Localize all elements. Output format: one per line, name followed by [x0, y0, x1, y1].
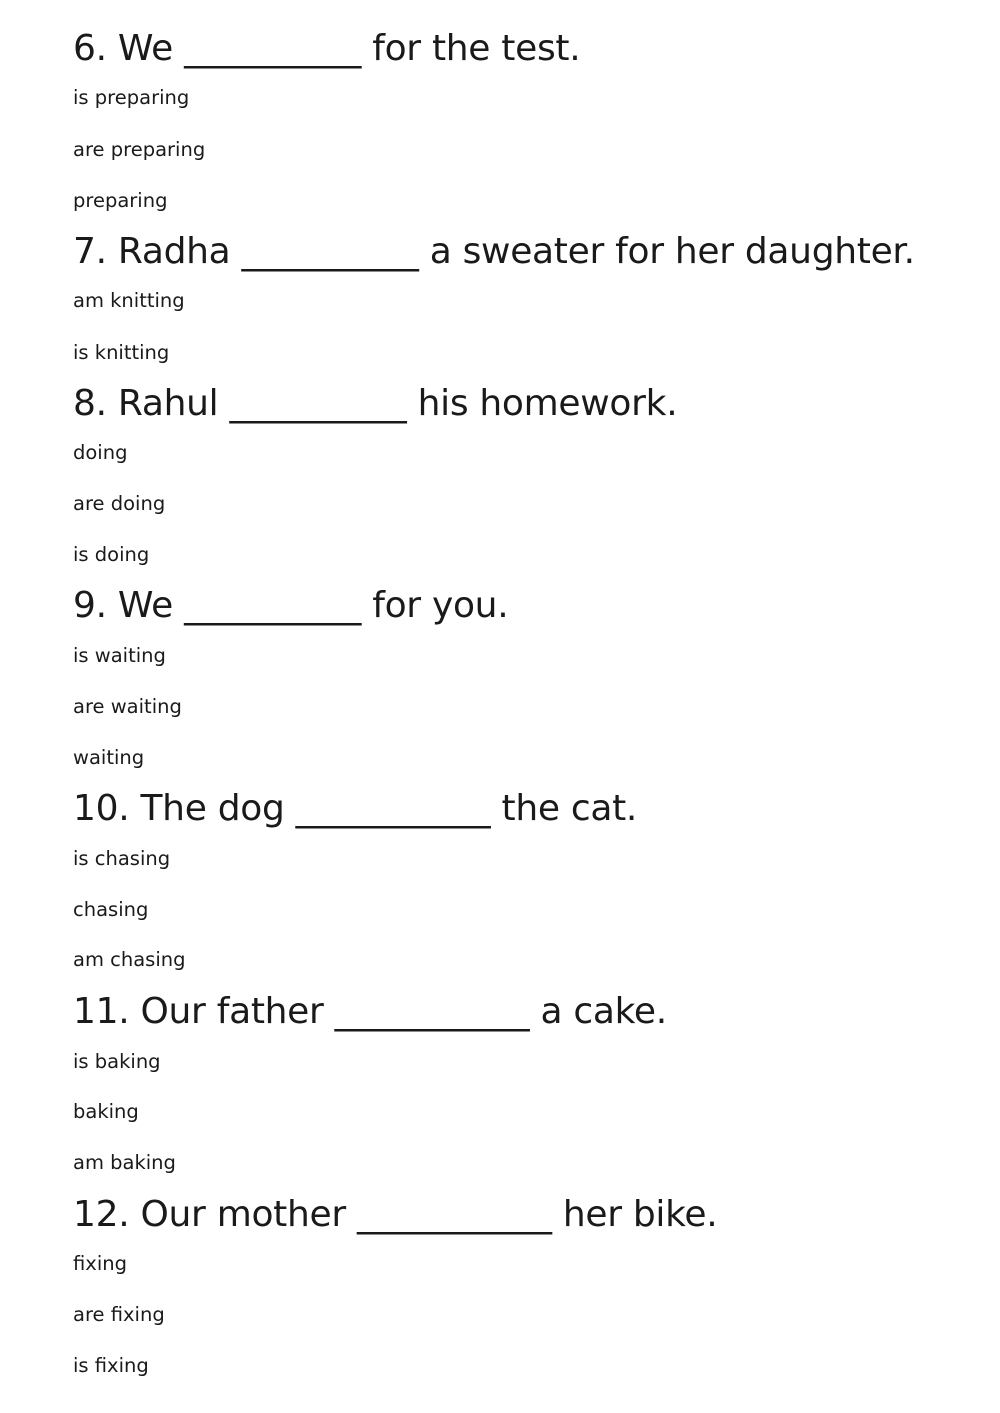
question-11-option-3[interactable]: am baking [73, 1151, 176, 1174]
question-11-option-2[interactable]: baking [73, 1100, 139, 1123]
question-11-text: 11. Our father ___________ a cake. [73, 991, 667, 1032]
question-12-option-3[interactable]: is fixing [73, 1354, 149, 1377]
question-10-option-2[interactable]: chasing [73, 898, 149, 921]
question-6-option-2[interactable]: are preparing [73, 138, 206, 161]
question-9-option-2[interactable]: are waiting [73, 695, 182, 718]
question-8-option-1[interactable]: doing [73, 441, 128, 464]
question-8-option-3[interactable]: is doing [73, 543, 150, 566]
question-12-option-1[interactable]: fixing [73, 1252, 127, 1275]
question-12-text: 12. Our mother ___________ her bike. [73, 1194, 718, 1235]
question-7-text: 7. Radha __________ a sweater for her daughter. [73, 231, 915, 272]
question-10-option-3[interactable]: am chasing [73, 948, 186, 971]
question-7-option-1[interactable]: am knitting [73, 289, 185, 312]
question-9-option-3[interactable]: waiting [73, 746, 145, 769]
question-10-option-1[interactable]: is chasing [73, 847, 171, 870]
question-10-text: 10. The dog ___________ the cat. [73, 788, 638, 829]
question-9-text: 9. We __________ for you. [73, 585, 509, 626]
question-8-text: 8. Rahul __________ his homework. [73, 383, 678, 424]
question-7-option-2[interactable]: is knitting [73, 341, 170, 364]
question-12-option-2[interactable]: are fixing [73, 1303, 165, 1326]
question-11-option-1[interactable]: is baking [73, 1050, 161, 1073]
question-6-option-1[interactable]: is preparing [73, 86, 190, 109]
question-6-text: 6. We __________ for the test. [73, 28, 581, 69]
question-6-option-3[interactable]: preparing [73, 189, 168, 212]
question-9-option-1[interactable]: is waiting [73, 644, 166, 667]
question-8-option-2[interactable]: are doing [73, 492, 166, 515]
